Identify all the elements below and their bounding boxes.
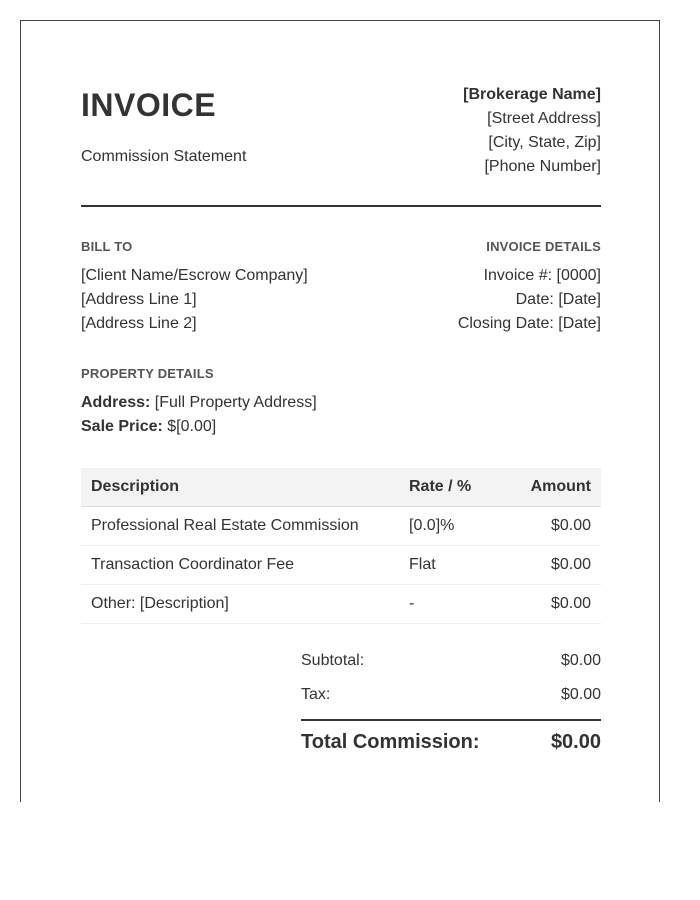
row-amount: $0.00: [506, 507, 601, 546]
tax-value: $0.00: [560, 686, 601, 703]
brokerage-phone: [Phone Number]: [484, 158, 601, 175]
table-row: [81, 546, 601, 585]
invoice-number: Invoice #: [0000]: [483, 267, 601, 284]
header-description: Description: [81, 468, 399, 507]
line-items-table: [81, 468, 601, 624]
brokerage-name: [Brokerage Name]: [463, 86, 601, 103]
row-description: Other: [Description]: [81, 585, 399, 624]
property-details-section: [81, 366, 317, 439]
table-header-row: [81, 468, 601, 507]
row-rate: [0.0]%: [399, 507, 506, 546]
subtotal-label: Subtotal:: [301, 652, 365, 669]
total-commission-value: $0.00: [550, 731, 601, 753]
property-details-label: PROPERTY DETAILS: [81, 366, 214, 381]
invoice-details-section: [458, 239, 601, 336]
bill-to-address-2: [Address Line 2]: [81, 315, 197, 332]
subtotal-value: $0.00: [560, 652, 601, 669]
row-amount: $0.00: [506, 585, 601, 624]
table-row: [81, 507, 601, 546]
invoice-title: INVOICE: [81, 87, 217, 123]
invoice-details-label: INVOICE DETAILS: [486, 239, 601, 254]
header-amount: Amount: [506, 468, 601, 507]
brokerage-city: [City, State, Zip]: [488, 134, 601, 151]
tax-row: [301, 685, 601, 719]
invoice-date: Date: [Date]: [515, 291, 601, 308]
bill-to-section: [81, 239, 308, 336]
row-rate: -: [399, 585, 506, 624]
header-divider: [81, 205, 601, 207]
row-amount: $0.00: [506, 546, 601, 585]
bill-to-address-1: [Address Line 1]: [81, 291, 197, 308]
tax-label: Tax:: [301, 686, 331, 703]
brokerage-street: [Street Address]: [487, 110, 601, 127]
subtotal-row: [301, 651, 601, 685]
property-sale-price: [81, 415, 317, 439]
total-commission-label: Total Commission:: [301, 731, 480, 753]
row-description: Professional Real Estate Commission: [81, 507, 399, 546]
brokerage-info: [463, 83, 601, 179]
property-address: [81, 391, 317, 415]
property-address-label: Address:: [81, 394, 151, 411]
property-price-label: Sale Price:: [81, 418, 163, 435]
bill-to-client: [Client Name/Escrow Company]: [81, 267, 308, 284]
closing-date: Closing Date: [Date]: [457, 315, 601, 332]
row-description: Transaction Coordinator Fee: [81, 546, 399, 585]
invoice-subtitle: Commission Statement: [81, 148, 247, 165]
bill-to-label: BILL TO: [81, 239, 133, 254]
property-address-value: [Full Property Address]: [150, 394, 317, 411]
row-rate: Flat: [399, 546, 506, 585]
total-commission-row: [301, 721, 601, 761]
property-price-value: $[0.00]: [162, 418, 217, 435]
table-row: [81, 585, 601, 624]
header-rate: Rate / %: [399, 468, 506, 507]
totals-section: [301, 651, 601, 761]
invoice-page: [20, 20, 660, 802]
